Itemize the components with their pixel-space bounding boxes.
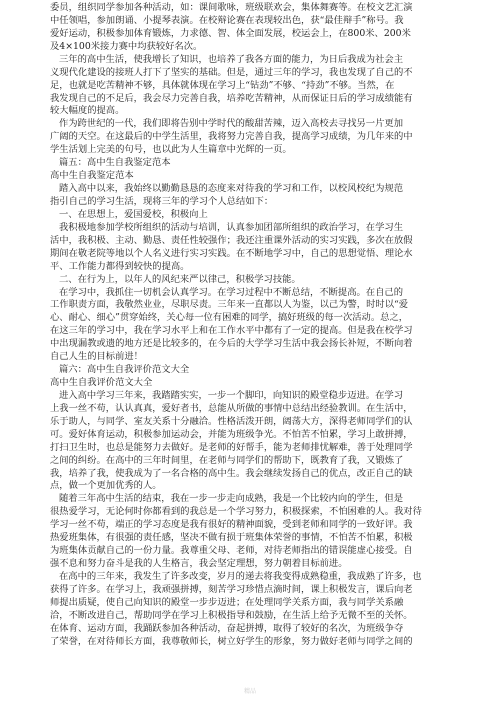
- text-line: 高中生自我鉴定范本: [50, 170, 134, 182]
- text-line: 很热爱学习，无论何时你都看到的我总是一个学习努力，积极探索，不怕困难的人。我对待: [50, 506, 422, 518]
- text-line: 在这三年的学习中，我在学习水平上和在工作水平中都有了一定的提高。但是我在校学习: [50, 325, 413, 337]
- text-line: 一、在思想上，爱国爱校，积极向上: [59, 208, 208, 220]
- text-line: 较大幅度的提高。: [50, 105, 125, 117]
- text-line: 学习一丝不苟，端正的学习态度是我有很好的精神面貌，受到老师和同学的一致好评。我: [50, 519, 413, 531]
- text-line: 上我一丝不苟，认认真真，爱好者书，总能从所做的事情中总结出经验教训。在生活中，: [50, 402, 413, 414]
- text-line: 在高中的三年来，我发生了许多改变，岁月的递去将我变得成熟稳重，我成熟了许多，也: [59, 570, 422, 582]
- text-line: 平、工作能力都得到较快的提高。: [50, 260, 190, 272]
- text-line: 了荣誉，在对待师长方面，我尊敬师长，树立好学生的形象，努力做好老师与同学之间的: [50, 635, 413, 647]
- page-footer: 精品: [243, 688, 256, 695]
- text-line: 我，培养了我，使我成为了一名合格的高中生。我会继续发扬自己的优点，改正自己的缺: [50, 467, 413, 479]
- text-line: 期间在敬老院等地以个人名义进行实习实践。在不断地学习中，自己的思想觉悟、理论水: [50, 247, 413, 259]
- text-line: 获得了许多。在学习上，我顽强拼搏，刻苦学习珍惜点滴时间，课上积极发言，课后向老: [50, 583, 413, 595]
- text-line: 我积极地参加学校所组织的活动与培训，认真参加团部所组织的政治学习，在学习生: [59, 221, 403, 233]
- text-line: 二、在行为上，以年人的风纪来严以律己，积极学习技能。: [59, 273, 301, 285]
- text-line: 之间的纠纷。在高中的三年时间里，在老师与同学们的帮助下，既教育了我，又锻炼了: [50, 454, 404, 466]
- text-line: 中出现漏教或遗的地方还是比较多的，在今后的大学学习生活中我会扬长补短，不断向着: [50, 338, 413, 350]
- text-line: 篇五：高中生自我鉴定范本: [59, 157, 171, 169]
- text-line: 三年的高中生活，使我增长了知识，也培养了我各方面的能力，为日后我成为社会主: [59, 53, 403, 65]
- text-line: 工作职责方面，我敬然业业，尽职尽责。三年来一直都以人为鉴，以己为警，时时以“爱: [50, 299, 409, 311]
- text-line: 活中，我积极、主动、勤恳、责任性较强作；我还注重课外活动的实习实践，多次在放假: [50, 234, 413, 246]
- text-line: 义现代化建设的接班人打下了坚实的基础。但是，通过三年的学习，我也发现了自己的不: [50, 66, 413, 78]
- text-line: 点，做一个更加优秀的人。: [50, 480, 162, 492]
- text-line: 自己人生的目标前进！: [50, 351, 143, 363]
- text-line: 作为跨世纪的一代，我们即将告别中学时代的酸甜苦辣，迈入高校去寻找另一片更加: [59, 118, 403, 130]
- text-line: 广阔的天空。在这最后的中学生活里，我将努力完善自我，提高学习成绩，为几年来的中: [50, 131, 413, 143]
- text-line: 指引自己的学习生活，现将三年的学习个人总结如下：: [50, 195, 274, 207]
- text-line: 学生活划上完美的句号，也以此为人生篇章中光辉的一页。: [50, 144, 292, 156]
- text-line: 委员，组织同学参加各种活动，如：课间歌咏，班级联欢会，集体舞赛等。在校文艺汇演: [50, 2, 413, 13]
- text-line: 可。爱好体育运动，积极参加运动会，并能为班级争光。不怕苦不怕累，学习上敢拼搏，: [50, 428, 413, 440]
- text-line: 高中生自我评价范文大全: [50, 377, 153, 388]
- text-line: 乐于助人，与同学、室友关系十分融洽。性格活泼开朗，阔荡大方，深得老师同学们的认: [50, 415, 413, 427]
- text-line: 在学习中，我抓住一切机会认真学习。在学习过程中不断总结，不断提高。在自己的: [59, 286, 403, 298]
- text-line: 足，也就是吃苦精神不够，具体就体现在学习上“钻劲”不够、“持劲”不够。当然，在: [50, 79, 395, 91]
- text-line: 中任领唱，参加朗诵、小提琴表演。在校辩论赛在表现较出色，获“最佳辩手”称号。我: [50, 14, 404, 26]
- text-line: 及4×100米接力赛中均获较好名次。: [50, 40, 203, 52]
- text-line: 爱好运动，积极参加体育锻炼，力求德、智、体全面发展，校运会上，在800米、200米: [50, 27, 411, 39]
- text-line: 师提出质疑，使自己向知识的殿堂一步步迈进；在处理同学关系方面，我与同学关系融: [50, 596, 404, 608]
- text-line: 热爱班集体，有很强的责任感，坚决不做有损于班集体荣誉的事情，不怕苦不怕累，积极: [50, 532, 413, 544]
- text-line: 洽，不断改进自己，帮助同学在学习上积极指导和鼓励，在生活上给予无微不至的关怀。: [50, 609, 413, 621]
- text-line: 踏入高中以来，我始终以勤勤恳恳的态度来对待我的学习和工作，以校风校纪为规范: [59, 183, 403, 194]
- text-line: 在体育、运动方面，我踊跃参加各种活动，奋起拼搏，取得了较好的名次，为班级争夺: [50, 622, 404, 634]
- text-line: 打扫卫生时，也总是能努力去做好。是老师的好帮手，能为老师排忧解难，善于处理同学: [50, 441, 413, 453]
- text-line: 篇六：高中生自我评价范文大全: [59, 364, 190, 375]
- text-line: 进入高中学习三年来，我踏踏实实，一步一个脚印，向知识的殿堂稳步迈进。在学习: [59, 389, 403, 401]
- text-line: 我发现自己的不足后，我会尽力完善自我，培养吃苦精神，从而保证日后的学习成绩能有: [50, 92, 413, 104]
- text-line: 为班集体贡献自己的一份力量。我尊重父母、老师，对待老师指出的错误能虚心接受。自: [50, 545, 413, 557]
- text-line: 随着三年高中生活的结束，我在一步一步走向成熟，我是一个比较内向的学生，但是: [59, 493, 403, 505]
- text-line: 心、耐心、细心”贯穿始终，关心每一位有困难的同学，搞好班级的每一次活动。总之，: [50, 312, 409, 324]
- text-line: 强不息和努力奋斗是我的人生格言，我会坚定理想，努力朝着目标前进。: [50, 558, 348, 569]
